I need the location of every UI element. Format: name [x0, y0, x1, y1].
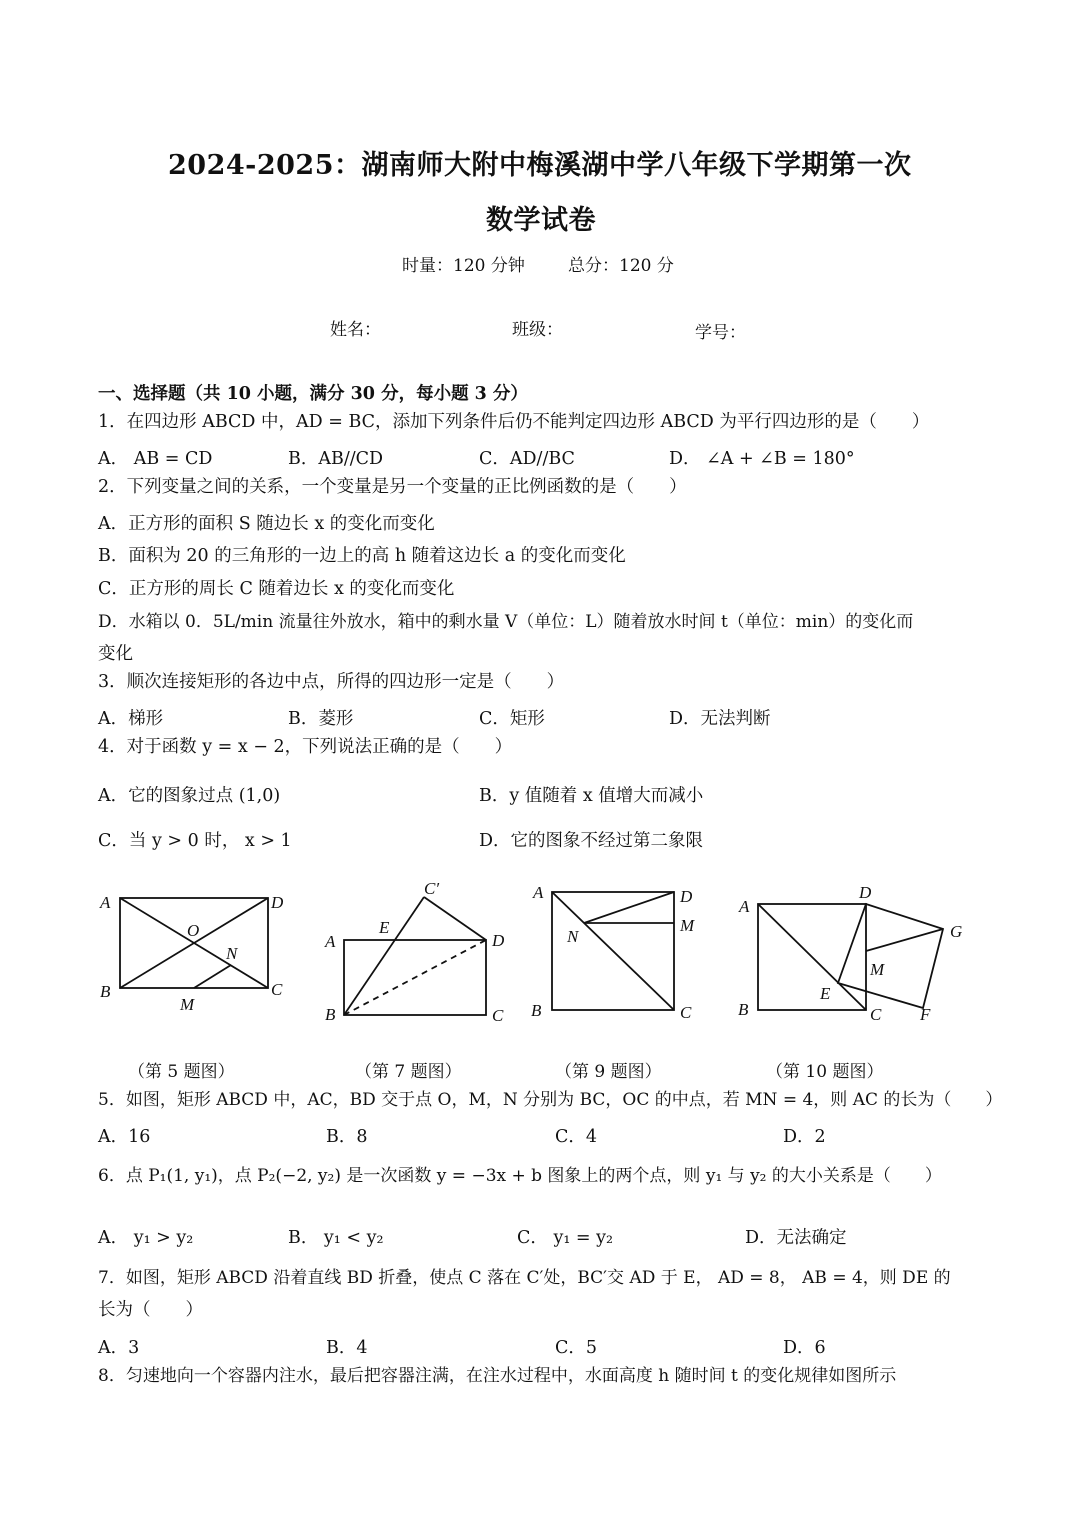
figure-7: [320, 875, 515, 1025]
question-7-option-b: B．4: [326, 1338, 368, 1358]
question-3-option-d: D．无法判断: [669, 709, 771, 729]
figure-9-label-n: N: [567, 927, 579, 946]
figure-7-label-b: B: [325, 1005, 336, 1024]
figure-7-label-c-prime: C′: [424, 879, 440, 898]
figure-10-label-f: F: [920, 1005, 931, 1024]
section-title: 一、选择题（共 10 小题，满分 30 分，每小题 3 分）: [98, 384, 528, 404]
question-6-option-a: A． y₁ > y₂: [98, 1228, 194, 1248]
page-title-line1: 2024-2025：湖南师大附中梅溪湖中学八年级下学期第一次: [168, 150, 912, 181]
question-2-option-a: A．正方形的面积 S 随边长 x 的变化而变化: [98, 514, 435, 534]
figure-10-label-c: C: [870, 1005, 882, 1024]
question-6-option-d: D．无法确定: [745, 1228, 847, 1248]
question-2-option-b: B．面积为 20 的三角形的一边上的高 h 随着这边长 a 的变化而变化: [98, 546, 626, 566]
question-7-option-c: C．5: [555, 1338, 598, 1358]
question-7-stem-line1: 7．如图，矩形 ABCD 沿着直线 BD 折叠，使点 C 落在 C′处，BC′交 AD 于 E， AD = 8， AB = 4，则 DE 的: [98, 1268, 951, 1288]
figure-9-label-a: A: [533, 883, 544, 902]
figure-10-diagonal-ac: [758, 904, 866, 1010]
question-4-stem: 4．对于函数 y = x − 2，下列说法正确的是（ ）: [98, 737, 513, 757]
figure-7-segment-c-prime-d: [424, 897, 486, 940]
figure-9: [525, 880, 710, 1025]
question-4-option-b: B．y 值随着 x 值增大而减小: [479, 786, 704, 806]
question-2-option-d-line2: 变化: [98, 644, 133, 664]
figure-7-label-c: C: [492, 1006, 504, 1025]
figure-5-segment-mn: [194, 965, 231, 988]
question-3-stem: 3．顺次连接矩形的各边中点，所得的四边形一定是（ ）: [98, 672, 565, 692]
question-6-option-b: B． y₁ < y₂: [288, 1228, 384, 1248]
question-7-stem-line2: 长为（ ）: [98, 1300, 203, 1320]
exam-total-score: 总分：120 分: [568, 256, 674, 276]
figure-10-label-a: A: [739, 897, 750, 916]
question-5-stem: 5．如图，矩形 ABCD 中，AC，BD 交于点 O，M，N 分别为 BC，OC 的中点，若 MN = 4，则 AC 的长为（ ）: [98, 1090, 1003, 1110]
question-6-stem: 6．点 P₁(1, y₁)，点 P₂(−2, y₂) 是一次函数 y = −3x + b 图象上的两个点，则 y₁ 与 y₂ 的大小关系是（ ）: [98, 1166, 942, 1186]
question-1-option-a: A． AB = CD: [98, 449, 213, 469]
question-4-option-c: C．当 y > 0 时， x > 1: [98, 831, 292, 851]
question-4-option-a: A．它的图象过点 (1,0): [98, 786, 281, 806]
figure-9-label-d: D: [680, 887, 693, 906]
class-label: 班级：: [512, 320, 563, 340]
question-7-option-a: A．3: [98, 1338, 140, 1358]
figure-9-caption: （第 9 题图）: [555, 1062, 662, 1082]
figure-5-label-n: N: [226, 944, 238, 963]
figure-5-label-a: A: [100, 893, 111, 912]
figure-10-label-d: D: [859, 883, 872, 902]
question-2-stem: 2．下列变量之间的关系，一个变量是另一个变量的正比例函数的是（ ）: [98, 477, 687, 497]
figure-5-label-d: D: [271, 893, 284, 912]
figure-10-label-g: G: [950, 922, 963, 941]
page-title-line2: 数学试卷: [486, 205, 596, 236]
figure-5-label-m: M: [180, 995, 195, 1014]
question-3-option-b: B．菱形: [288, 709, 354, 729]
question-1-option-d: D． ∠A + ∠B = 180°: [669, 449, 855, 469]
question-8-stem: 8．匀速地向一个容器内注水，最后把容器注满，在注水过程中，水面高度 h 随时间 t 的变化规律如图所示: [98, 1366, 897, 1386]
figure-5-label-c: C: [271, 980, 283, 999]
question-1-option-c: C．AD//BC: [479, 449, 575, 469]
figure-7-label-e: E: [379, 918, 390, 937]
question-5-option-a: A．16: [98, 1127, 151, 1147]
figure-5-caption: （第 5 题图）: [128, 1062, 235, 1082]
figure-10-square-edgf: [838, 904, 943, 1008]
exam-time: 时量：120 分钟: [402, 256, 525, 276]
figure-10-label-m: M: [870, 960, 885, 979]
question-3-option-a: A．梯形: [98, 709, 164, 729]
question-7-option-d: D．6: [783, 1338, 826, 1358]
figure-10-segment-mg: [866, 929, 943, 951]
figure-7-fold-line-bd: [344, 940, 486, 1015]
figure-10-label-e: E: [820, 984, 831, 1003]
figure-9-segment-nd: [584, 892, 674, 923]
figure-7-caption: （第 7 题图）: [355, 1062, 462, 1082]
question-5-option-b: B．8: [326, 1127, 368, 1147]
figure-9-label-m: M: [680, 916, 695, 935]
figure-10-label-b: B: [738, 1000, 749, 1019]
figure-7-segment-bc-prime: [344, 897, 424, 1015]
question-5-option-d: D．2: [783, 1127, 826, 1147]
figure-5-label-o: O: [187, 921, 200, 940]
figure-5: [90, 880, 300, 1020]
figure-10: [730, 878, 975, 1028]
question-4-option-d: D．它的图象不经过第二象限: [479, 831, 704, 851]
question-6-option-c: C． y₁ = y₂: [517, 1228, 614, 1248]
name-label: 姓名：: [330, 320, 381, 340]
question-5-option-c: C．4: [555, 1127, 598, 1147]
question-2-option-c: C．正方形的周长 C 随着边长 x 的变化而变化: [98, 579, 455, 599]
figure-7-label-d: D: [492, 931, 505, 950]
student-id-label: 学号：: [695, 323, 746, 343]
question-3-option-c: C．矩形: [479, 709, 545, 729]
figure-9-label-b: B: [531, 1001, 542, 1020]
figure-9-label-c: C: [680, 1003, 692, 1022]
question-1-stem: 1．在四边形 ABCD 中，AD = BC，添加下列条件后仍不能判定四边形 ABCD 为平行四边形的是（ ）: [98, 412, 930, 432]
figure-7-label-a: A: [325, 932, 336, 951]
figure-5-label-b: B: [100, 982, 111, 1001]
figure-9-diagonal-ac: [552, 892, 674, 1010]
question-2-option-d-line1: D．水箱以 0．5L/min 流量往外放水，箱中的剩水量 V（单位：L）随着放水时间 t（单位：min）的变化而: [98, 612, 914, 632]
question-1-option-b: B．AB//CD: [288, 449, 384, 469]
figure-10-caption: （第 10 题图）: [766, 1062, 884, 1082]
